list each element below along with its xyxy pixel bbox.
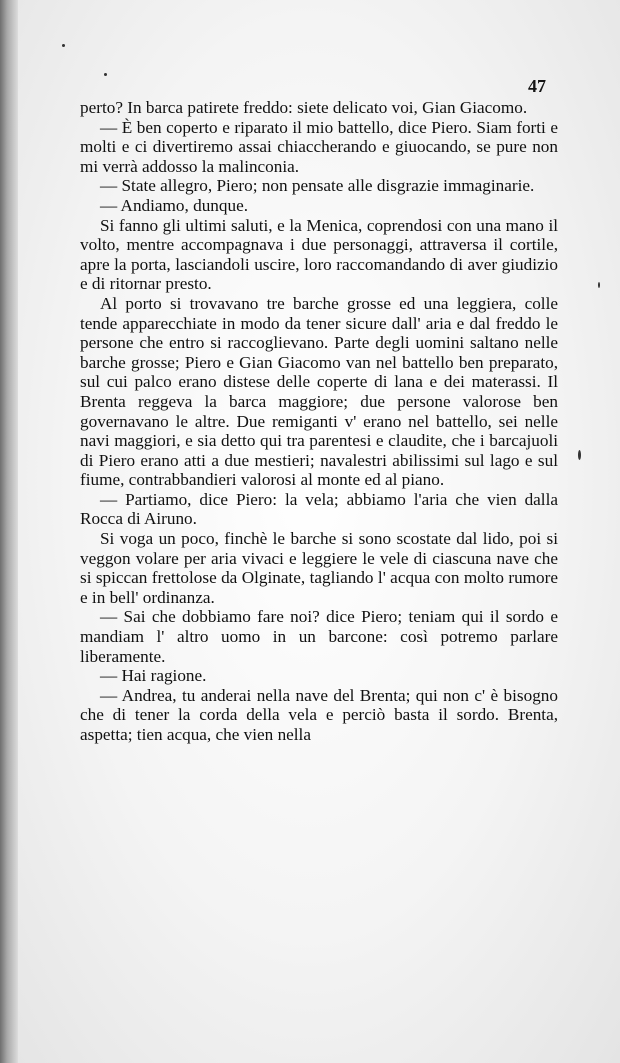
page-text xyxy=(80,98,558,745)
ink-speck xyxy=(578,450,581,460)
paragraph: Al porto si trovavano tre barche grosse ed una leggiera, colle tende apparecchiate in modo da tener sicure dall' aria e dal freddo le persone che entro si raccoglievano. Parte degli uomini saltano nelle barche grosse; Piero e Gian Giacomo van nel battello ben preparato, sul cui palco erano distese delle coperte di lana e dei materassi. Il Brenta reggeva la barca maggiore; due persone valorose ben governavano le altre. Due remiganti v' erano nel battello, sei nelle navi maggiori, e sia detto qui tra parentesi e claudite, che i barcajuoli di Piero erano atti a due mestieri; navalestri abilissimi sul lago e sul fiume, contrabbandieri valorosi al monte ed al piano. xyxy=(80,293,558,490)
paragraph: — Hai ragione. xyxy=(100,666,207,686)
ink-speck xyxy=(104,73,107,76)
paragraph: — Andiamo, dunque. xyxy=(100,195,248,215)
paragraph: — Andrea, tu anderai nella nave del Brenta; qui non c' è bisogno che di tener la corda della vela e perciò basta il sordo. Brenta, aspetta; tien acqua, che vien nella xyxy=(80,685,558,744)
page-number: 47 xyxy=(528,76,546,96)
ink-speck xyxy=(62,44,65,47)
paragraph: — È ben coperto e riparato il mio battello, dice Piero. Siam forti e molti e ci divertiremo assai chiaccherando e giuocando, se pure non mi verrà addosso la malinconia. xyxy=(80,117,558,176)
paragraph: Si fanno gli ultimi saluti, e la Menica, coprendosi con una mano il volto, mentre accompagnava i due personaggi, attraversa il cortile, apre la porta, lasciandoli uscire, loro raccomandando di aver giudizio e di ritornar presto. xyxy=(80,215,558,294)
paragraph: — State allegro, Piero; non pensate alle disgrazie immaginarie. xyxy=(100,176,535,196)
ink-speck xyxy=(598,282,600,288)
paragraph: perto? In barca patirete freddo: siete delicato voi, Gian Giacomo. xyxy=(80,98,528,117)
paragraph: Si voga un poco, finchè le barche si sono scostate dal lido, poi si veggon volare per aria vivaci e leggiere le vele di ciascuna nave che si spiccan frettolose da Olginate, tagliando l' acqua con molto rumore e in bell' ordinanza. xyxy=(80,529,558,607)
paragraph: — Partiamo, dice Piero: la vela; abbiamo l'aria che vien dalla Rocca di Airuno. xyxy=(80,489,558,529)
paragraph: — Sai che dobbiamo fare noi? dice Piero; teniam qui il sordo e mandiam l' altro uomo in un barcone: così potremo parlare liberamente. xyxy=(80,607,558,666)
page-gutter-shadow xyxy=(0,0,18,1063)
